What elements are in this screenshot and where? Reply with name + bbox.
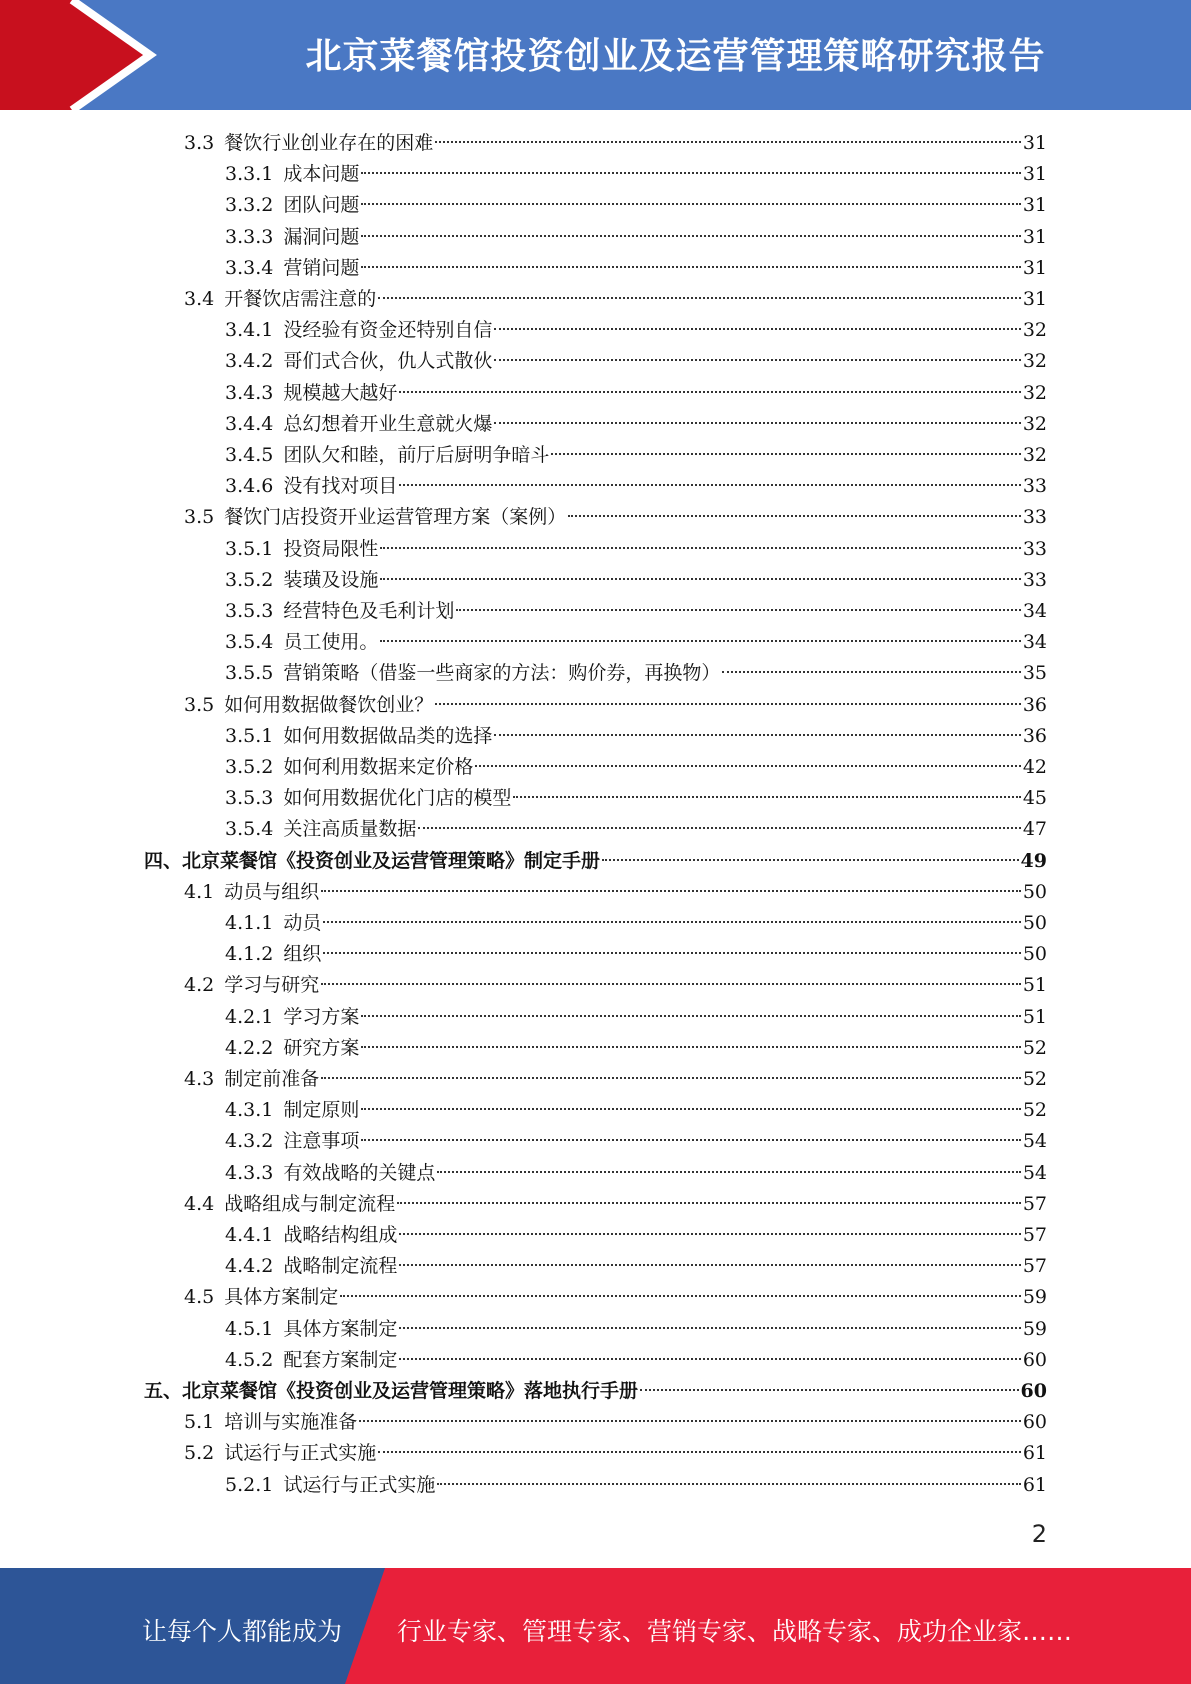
toc-entry[interactable] xyxy=(0,534,1047,565)
toc-entry-page: 32 xyxy=(1022,412,1047,435)
toc-entry-page: 60 xyxy=(1020,1380,1047,1402)
toc-entry-number: 3.5.4 xyxy=(225,631,274,654)
toc-entry-title: 具体方案制定 xyxy=(283,1317,398,1340)
toc-leader-dots xyxy=(321,983,1021,985)
toc-entry-number: 3.5.4 xyxy=(225,818,274,841)
toc-entry-title: 漏洞问题 xyxy=(283,225,360,248)
toc-entry-number: 5.2.1 xyxy=(225,1473,274,1496)
toc-entry[interactable] xyxy=(0,1314,1047,1345)
toc-entry[interactable] xyxy=(0,596,1047,627)
toc-entry-page: 32 xyxy=(1022,350,1047,373)
toc-entry[interactable] xyxy=(0,346,1047,377)
toc-entry-page: 35 xyxy=(1022,662,1047,685)
toc-entry-number: 4.1.1 xyxy=(225,912,274,934)
toc-entry-page: 60 xyxy=(1022,1348,1047,1371)
toc-entry-title: 如何用数据做餐饮创业？ xyxy=(224,693,434,716)
toc-leader-dots xyxy=(397,1202,1021,1204)
toc-entry-number: 3.5.1 xyxy=(225,724,274,747)
toc-entry-title: 规模越大越好 xyxy=(283,381,398,404)
toc-entry-page: 60 xyxy=(1022,1411,1047,1434)
toc-entry-number: 3.5 xyxy=(184,693,215,716)
toc-entry-title: 试运行与正式实施 xyxy=(224,1442,377,1465)
toc-leader-dots xyxy=(380,547,1020,549)
toc-entry-page: 34 xyxy=(1022,600,1047,622)
toc-entry[interactable] xyxy=(0,315,1047,346)
toc-leader-dots xyxy=(435,703,1021,705)
toc-entry-page: 61 xyxy=(1022,1473,1047,1496)
toc-leader-dots xyxy=(361,266,1020,268)
toc-entry-page: 52 xyxy=(1022,1099,1047,1122)
toc-entry-page: 51 xyxy=(1022,974,1047,997)
toc-leader-dots xyxy=(551,453,1020,455)
toc-entry[interactable] xyxy=(0,783,1047,814)
toc-entry[interactable] xyxy=(0,1220,1047,1251)
toc-entry[interactable] xyxy=(0,1189,1047,1220)
toc-entry[interactable] xyxy=(0,1407,1047,1438)
toc-entry-page: 33 xyxy=(1022,568,1047,591)
toc-entry-number: 3.3 xyxy=(184,132,215,154)
toc-entry-title: 营销策略（借鉴一些商家的方法：购价券，再换物） xyxy=(283,662,721,685)
toc-entry-number: 4.2.1 xyxy=(225,1005,274,1028)
toc-entry-title: 哥们式合伙，仇人式散伙 xyxy=(283,350,493,373)
toc-entry-page: 33 xyxy=(1022,475,1047,498)
toc-entry-number: 3.5.3 xyxy=(225,600,274,622)
toc-entry-title: 如何利用数据来定价格 xyxy=(283,756,474,778)
toc-entry[interactable] xyxy=(0,440,1047,471)
toc-entry-title: 学习方案 xyxy=(283,1005,360,1028)
toc-entry-title: 培训与实施准备 xyxy=(224,1411,358,1434)
toc-entry-number: 3.5 xyxy=(184,506,215,529)
toc-leader-dots xyxy=(475,765,1020,767)
toc-entry-number: 4.2 xyxy=(184,974,215,997)
toc-entry[interactable] xyxy=(0,877,1047,908)
toc-entry-number: 4.1.2 xyxy=(225,943,274,966)
toc-entry-number: 4.4.1 xyxy=(225,1224,274,1246)
toc-leader-dots xyxy=(321,1077,1021,1079)
toc-entry-page: 32 xyxy=(1022,381,1047,404)
toc-entry-title: 没经验有资金还特别自信 xyxy=(283,319,493,342)
toc-entry[interactable] xyxy=(0,190,1047,221)
toc-entry-page: 52 xyxy=(1022,1068,1047,1090)
toc-entry-title: 总幻想着开业生意就火爆 xyxy=(283,412,493,435)
toc-leader-dots xyxy=(340,1295,1021,1297)
toc-entry-title: 配套方案制定 xyxy=(283,1348,398,1371)
toc-entry[interactable] xyxy=(0,814,1047,845)
toc-entry-title: 五、北京菜餐馆《投资创业及运营管理策略》落地执行手册 xyxy=(144,1380,639,1402)
toc-leader-dots xyxy=(399,1327,1020,1329)
toc-entry-title: 关注高质量数据 xyxy=(283,818,417,841)
toc-entry-title: 投资局限性 xyxy=(283,537,379,560)
toc-entry-title: 开餐饮店需注意的 xyxy=(224,288,377,310)
toc-leader-dots xyxy=(380,578,1020,580)
toc-entry[interactable] xyxy=(0,721,1047,752)
toc-entry-number: 3.4.2 xyxy=(225,350,274,373)
toc-entry-page: 33 xyxy=(1022,537,1047,560)
toc-entry-title: 动员 xyxy=(283,912,322,934)
toc-entry-page: 31 xyxy=(1022,132,1047,154)
toc-entry-title: 员工使用。 xyxy=(283,631,379,654)
toc-entry[interactable] xyxy=(0,939,1047,970)
toc-entry-title: 如何用数据做品类的选择 xyxy=(283,724,493,747)
toc-leader-dots xyxy=(640,1389,1019,1391)
toc-entry-number: 3.4.5 xyxy=(225,444,274,466)
toc-entry-number: 4.4.2 xyxy=(225,1255,274,1278)
toc-entry-page: 32 xyxy=(1022,319,1047,342)
toc-entry-title: 营销问题 xyxy=(283,256,360,279)
toc-entry-title: 有效战略的关键点 xyxy=(283,1161,436,1184)
toc-entry-page: 52 xyxy=(1022,1036,1047,1059)
toc-entry-number: 4.5 xyxy=(184,1286,215,1309)
toc-entry[interactable] xyxy=(0,471,1047,502)
toc-entry-number: 4.3.3 xyxy=(225,1161,274,1184)
toc-entry-title: 经营特色及毛利计划 xyxy=(283,600,455,622)
toc-entry-page: 54 xyxy=(1022,1161,1047,1184)
toc-entry-page: 57 xyxy=(1022,1255,1047,1278)
toc-leader-dots xyxy=(568,515,1021,517)
toc-entry-title: 战略制定流程 xyxy=(283,1255,398,1278)
toc-entry[interactable] xyxy=(0,1126,1047,1157)
toc-entry[interactable] xyxy=(0,1158,1047,1189)
toc-leader-dots xyxy=(323,921,1020,923)
footer-banner xyxy=(0,1568,1191,1684)
toc-entry-page: 47 xyxy=(1022,818,1047,841)
toc-entry-page: 61 xyxy=(1022,1442,1047,1465)
toc-entry-page: 42 xyxy=(1022,756,1047,778)
toc-entry-title: 组织 xyxy=(283,943,322,966)
toc-leader-dots xyxy=(380,640,1020,642)
toc-entry[interactable] xyxy=(0,409,1047,440)
toc-leader-dots xyxy=(361,1139,1020,1141)
toc-leader-dots xyxy=(494,734,1020,736)
toc-entry-number: 4.2.2 xyxy=(225,1036,274,1059)
toc-entry[interactable] xyxy=(0,159,1047,190)
toc-entry-page: 31 xyxy=(1022,288,1047,310)
toc-leader-dots xyxy=(418,827,1020,829)
toc-entry[interactable] xyxy=(0,627,1047,658)
toc-entry[interactable] xyxy=(0,1282,1047,1313)
toc-entry-page: 50 xyxy=(1022,880,1047,903)
toc-entry[interactable] xyxy=(0,253,1047,284)
toc-entry-page: 57 xyxy=(1022,1192,1047,1215)
toc-leader-dots xyxy=(361,235,1020,237)
toc-entry-number: 3.3.1 xyxy=(225,163,274,186)
page-number: 2 xyxy=(1031,1520,1047,1548)
toc-leader-dots xyxy=(378,1451,1021,1453)
toc-entry-page: 59 xyxy=(1022,1286,1047,1309)
toc-entry-title: 研究方案 xyxy=(283,1036,360,1059)
toc-entry[interactable] xyxy=(0,1470,1047,1501)
document-title: 北京菜餐馆投资创业及运营管理策略研究报告 xyxy=(305,36,1046,77)
toc-leader-dots xyxy=(359,1420,1021,1422)
toc-entry-page: 31 xyxy=(1022,225,1047,248)
toc-entry-page: 51 xyxy=(1022,1005,1047,1028)
toc-entry-number: 5.2 xyxy=(184,1442,215,1465)
toc-entry[interactable] xyxy=(0,1345,1047,1376)
toc-entry[interactable] xyxy=(0,908,1047,939)
toc-entry-page: 31 xyxy=(1022,194,1047,217)
toc-entry[interactable] xyxy=(0,658,1047,689)
toc-entry-number: 5.1 xyxy=(184,1411,215,1434)
toc-entry-number: 3.5.2 xyxy=(225,756,274,778)
toc-leader-dots xyxy=(399,391,1020,393)
toc-entry-page: 31 xyxy=(1022,256,1047,279)
toc-leader-dots xyxy=(456,609,1020,611)
toc-leader-dots xyxy=(494,359,1020,361)
toc-entry[interactable] xyxy=(0,1376,1047,1407)
toc-leader-dots xyxy=(513,796,1020,798)
toc-leader-dots xyxy=(361,1046,1020,1048)
toc-entry-title: 四、北京菜餐馆《投资创业及运营管理策略》制定手册 xyxy=(144,849,601,872)
toc-entry-title: 注意事项 xyxy=(283,1130,360,1153)
toc-entry-number: 3.4.1 xyxy=(225,319,274,342)
toc-leader-dots xyxy=(494,422,1020,424)
toc-leader-dots xyxy=(323,952,1020,954)
toc-entry-number: 4.3 xyxy=(184,1068,215,1090)
toc-leader-dots xyxy=(361,1015,1020,1017)
toc-leader-dots xyxy=(399,1264,1020,1266)
toc-entry[interactable] xyxy=(0,128,1047,159)
toc-entry-title: 战略结构组成 xyxy=(283,1224,398,1246)
toc-entry-page: 45 xyxy=(1022,787,1047,810)
toc-entry-number: 3.5.1 xyxy=(225,537,274,560)
toc-entry-number: 3.4.4 xyxy=(225,412,274,435)
toc-entry-number: 3.4.6 xyxy=(225,475,274,498)
toc-leader-dots xyxy=(437,1171,1020,1173)
toc-leader-dots xyxy=(399,1358,1020,1360)
toc-entry-title: 试运行与正式实施 xyxy=(283,1473,436,1496)
toc-leader-dots xyxy=(494,328,1020,330)
toc-entry[interactable] xyxy=(0,222,1047,253)
toc-entry-page: 50 xyxy=(1022,912,1047,934)
toc-entry-page: 36 xyxy=(1022,724,1047,747)
header-banner xyxy=(0,0,1191,110)
toc-entry-page: 33 xyxy=(1022,506,1047,529)
toc-entry-number: 4.1 xyxy=(184,880,215,903)
toc-entry-number: 3.3.2 xyxy=(225,194,274,217)
toc-entry-page: 36 xyxy=(1022,693,1047,716)
toc-entry[interactable] xyxy=(0,502,1047,533)
toc-entry-title: 餐饮门店投资开业运营管理方案（案例） xyxy=(224,506,567,529)
toc-entry-title: 装璜及设施 xyxy=(283,568,379,591)
toc-entry-number: 3.3.3 xyxy=(225,225,274,248)
footer-slogan: 让每个人都能成为 xyxy=(142,1617,343,1646)
toc-leader-dots xyxy=(361,1108,1020,1110)
toc-leader-dots xyxy=(321,890,1021,892)
toc-entry-number: 3.4.3 xyxy=(225,381,274,404)
toc-entry-title: 团队欠和睦，前厅后厨明争暗斗 xyxy=(283,444,550,466)
toc-entry-number: 4.4 xyxy=(184,1192,215,1215)
toc-entry[interactable] xyxy=(0,565,1047,596)
toc-entry-title: 动员与组织 xyxy=(224,880,320,903)
toc-entry-number: 3.4 xyxy=(184,288,215,310)
toc-leader-dots xyxy=(361,172,1020,174)
toc-entry-title: 战略组成与制定流程 xyxy=(224,1192,396,1215)
toc-leader-dots xyxy=(722,671,1020,673)
toc-entry-number: 3.5.3 xyxy=(225,787,274,810)
footer-roles: 行业专家、管理专家、营销专家、战略专家、成功企业家…… xyxy=(397,1617,1073,1646)
toc-entry-title: 具体方案制定 xyxy=(224,1286,339,1309)
toc-entry-page: 59 xyxy=(1022,1317,1047,1340)
toc-entry[interactable] xyxy=(0,378,1047,409)
toc-entry[interactable] xyxy=(0,1002,1047,1033)
toc-entry-page: 54 xyxy=(1022,1130,1047,1153)
toc-entry[interactable] xyxy=(0,846,1047,877)
toc-entry[interactable] xyxy=(0,1095,1047,1126)
toc-leader-dots xyxy=(602,859,1019,861)
toc-entry-title: 成本问题 xyxy=(283,163,360,186)
toc-entry-page: 32 xyxy=(1022,444,1047,466)
toc-entry-page: 50 xyxy=(1022,943,1047,966)
toc-leader-dots xyxy=(378,297,1021,299)
toc-leader-dots xyxy=(435,141,1021,143)
toc-entry-number: 4.5.1 xyxy=(225,1317,274,1340)
toc-entry-number: 4.3.1 xyxy=(225,1099,274,1122)
toc-entry-number: 3.3.4 xyxy=(225,256,274,279)
toc-entry-title: 制定原则 xyxy=(283,1099,360,1122)
toc-leader-dots xyxy=(361,203,1020,205)
toc-entry-number: 3.5.2 xyxy=(225,568,274,591)
toc-leader-dots xyxy=(399,1233,1020,1235)
toc-leader-dots xyxy=(399,484,1020,486)
toc-entry[interactable] xyxy=(0,690,1047,721)
toc-entry-title: 没有找对项目 xyxy=(283,475,398,498)
toc-entry-page: 31 xyxy=(1022,163,1047,186)
toc-entry-title: 如何用数据优化门店的模型 xyxy=(283,787,512,810)
toc-entry-title: 团队问题 xyxy=(283,194,360,217)
toc-entry-title: 制定前准备 xyxy=(224,1068,320,1090)
toc-entry[interactable] xyxy=(0,752,1047,783)
toc-entry[interactable] xyxy=(0,1251,1047,1282)
toc-entry[interactable] xyxy=(0,284,1047,315)
toc-entry[interactable] xyxy=(0,970,1047,1001)
toc-entry-title: 学习与研究 xyxy=(224,974,320,997)
toc-entry-number: 4.5.2 xyxy=(225,1348,274,1371)
toc-entry[interactable] xyxy=(0,1033,1047,1064)
toc-entry-page: 34 xyxy=(1022,631,1047,654)
toc-leader-dots xyxy=(437,1483,1020,1485)
toc-entry[interactable] xyxy=(0,1438,1047,1469)
toc-entry-page: 57 xyxy=(1022,1224,1047,1246)
toc-entry-number: 3.5.5 xyxy=(225,662,274,685)
toc-entry[interactable] xyxy=(0,1064,1047,1095)
toc-entry-page: 49 xyxy=(1020,849,1047,872)
toc-entry-title: 餐饮行业创业存在的困难 xyxy=(224,132,434,154)
toc-entry-number: 4.3.2 xyxy=(225,1130,274,1153)
